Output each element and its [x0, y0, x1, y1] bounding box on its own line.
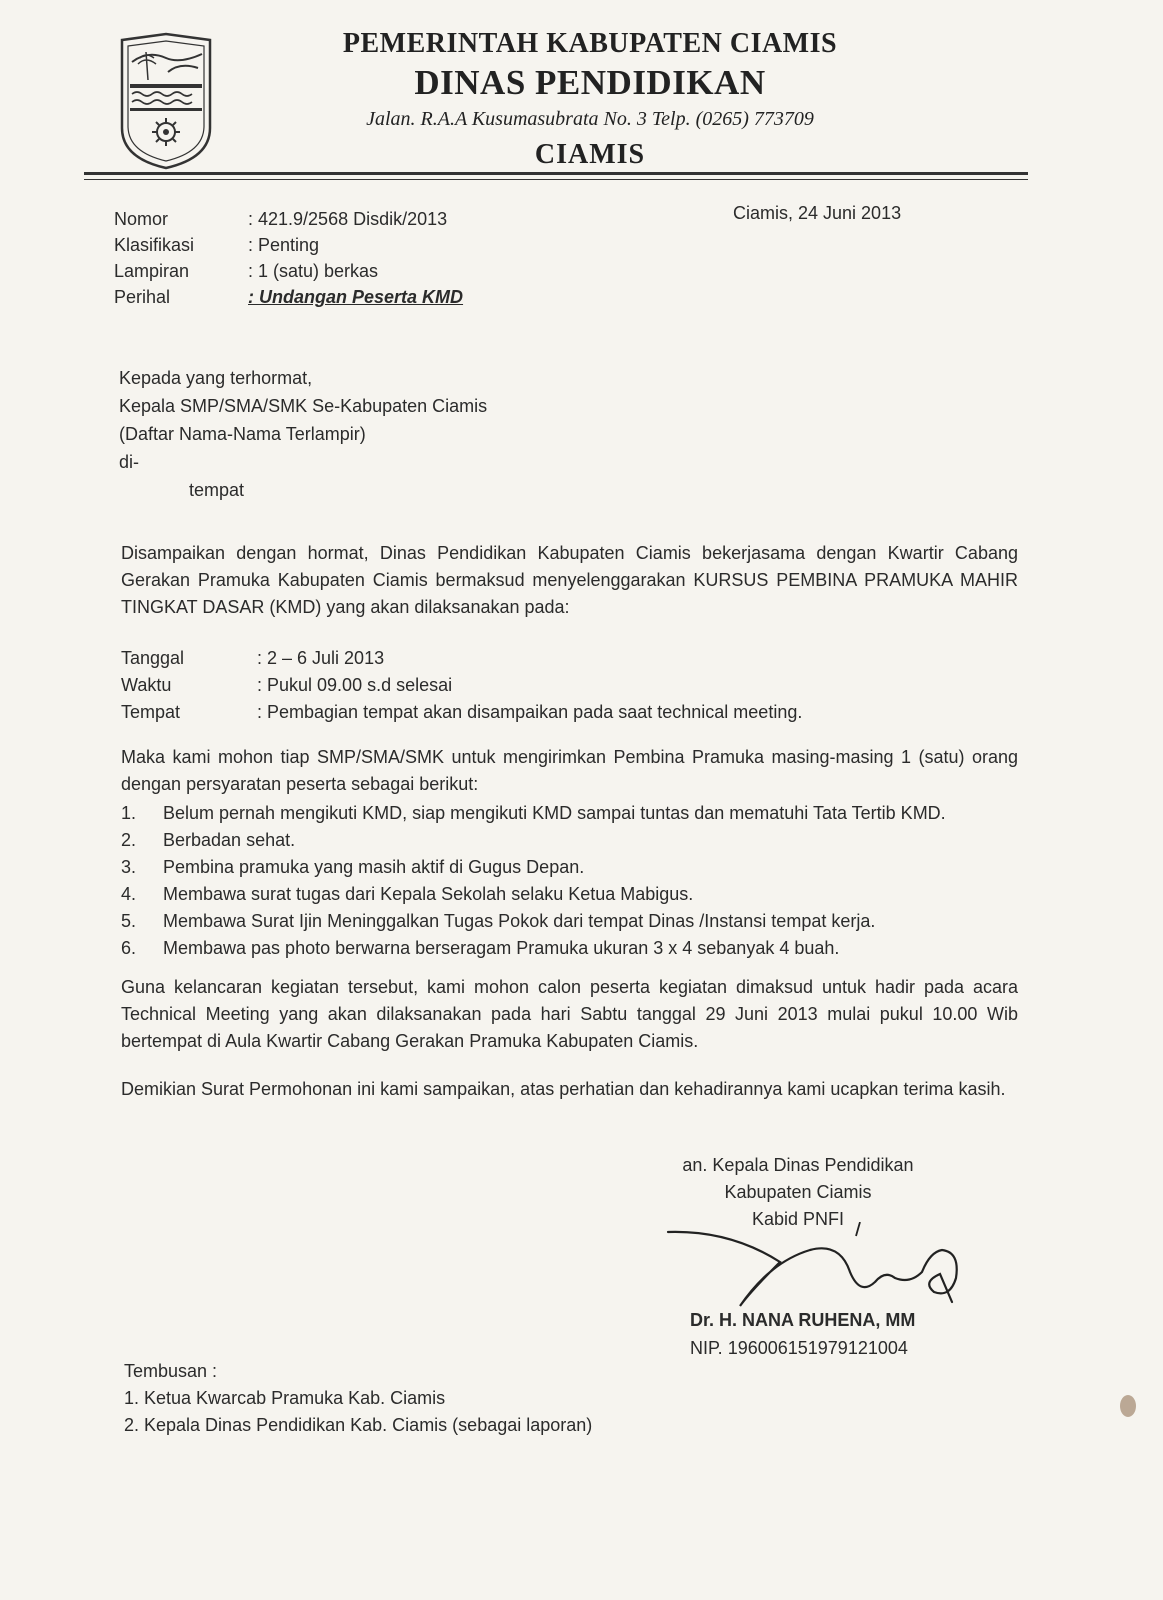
agency-city: CIAMIS: [534, 139, 646, 170]
list-number: 6.: [121, 938, 137, 958]
agency-address: Jalan. R.A.A Kusumasubrata No. 3 Telp. (0265) 773709: [366, 108, 814, 130]
meta-label: Nomor: [114, 209, 169, 229]
list-item: [121, 854, 946, 881]
list-item: [121, 800, 946, 827]
list-number: 3.: [121, 857, 137, 877]
list-number: 1.: [121, 803, 137, 823]
list-text: Membawa Surat Ijin Meninggalkan Tugas Pokok dari tempat Dinas /Instansi tempat kerja.: [163, 911, 876, 931]
list-item: [121, 827, 946, 854]
recipient-line: tempat: [189, 480, 245, 500]
meta-row: [114, 284, 463, 310]
body-paragraph: Guna kelancaran kegiatan tersebut, kami mohon calon peserta kegiatan dimaksud untuk hadir pada acara Technical Meeting yang akan dilaksanakan pada hari Sabtu tanggal 29 Juni 2013 mulai pukul 10.00 Wib bertempat di Aula Kwartir Cabang Gerakan Pramuka Kabupaten Ciamis.: [121, 977, 1018, 1051]
closing-paragraph: Demikian Surat Permohonan ini kami sampaikan, atas perhatian dan kehadirannya kami ucapkan terima kasih.: [121, 1079, 1006, 1099]
list-text: Belum pernah mengikuti KMD, siap mengikuti KMD sampai tuntas dan mematuhi Tata Tertib KMD.: [163, 803, 946, 823]
requirements-list: [121, 800, 946, 962]
recipient-line: Kepada yang terhormat,: [119, 368, 313, 388]
letterhead-rule-thick: [84, 172, 1028, 175]
recipient-line: di-: [119, 452, 140, 472]
list-number: 4.: [121, 884, 137, 904]
list-text: Membawa surat tugas dari Kepala Sekolah selaku Ketua Mabigus.: [163, 884, 694, 904]
signer-name: Dr. H. NANA RUHENA, MM: [690, 1310, 916, 1330]
meta-value: : 421.9/2568 Disdik/2013: [248, 209, 448, 229]
body-paragraph: Maka kami mohon tiap SMP/SMA/SMK untuk mengirimkan Pembina Pramuka masing-masing 1 (satu) orang dengan persyaratan peserta sebagai berikut:: [121, 747, 1018, 794]
meta-label: Perihal: [114, 287, 171, 307]
list-item: [121, 908, 946, 935]
meta-value: : 1 (satu) berkas: [248, 261, 379, 281]
paper-stain: [1120, 1395, 1136, 1417]
list-text: Membawa pas photo berwarna berseragam Pramuka ukuran 3 x 4 sebanyak 4 buah.: [163, 938, 840, 958]
list-text: Berbadan sehat.: [163, 830, 296, 850]
regency-crest-icon: [118, 32, 214, 170]
list-number: 5.: [121, 911, 137, 931]
signer-block: [690, 1306, 915, 1362]
government-name: PEMERINTAH KABUPATEN CIAMIS: [342, 28, 838, 59]
meta-label: Lampiran: [114, 261, 190, 281]
schedule-value: : 2 – 6 Juli 2013: [257, 648, 385, 668]
agency-name: DINAS PENDIDIKAN: [414, 63, 766, 102]
list-number: 2.: [121, 830, 137, 850]
list-item: [121, 935, 946, 962]
cc-title: Tembusan :: [124, 1361, 218, 1381]
signatory-title: Kabupaten Ciamis: [724, 1182, 872, 1202]
signatory-title: an. Kepala Dinas Pendidikan: [682, 1155, 914, 1175]
schedule-row: [121, 645, 802, 672]
schedule-label: Tempat: [121, 702, 181, 722]
recipient-line: Kepala SMP/SMA/SMK Se-Kabupaten Ciamis: [119, 396, 488, 416]
place-date: Ciamis, 24 Juni 2013: [733, 203, 902, 223]
schedule-row: [121, 699, 802, 726]
recipient-line: (Daftar Nama-Nama Terlampir): [119, 424, 366, 444]
letterhead-rule-thin: [84, 179, 1028, 180]
cc-block: [124, 1358, 592, 1439]
schedule-label: Tanggal: [121, 648, 185, 668]
list-text: Pembina pramuka yang masih aktif di Gugus Depan.: [163, 857, 585, 877]
meta-value: : Penting: [248, 235, 320, 255]
meta-row: [114, 258, 463, 284]
schedule-block: [121, 645, 802, 726]
schedule-label: Waktu: [121, 675, 172, 695]
meta-label: Klasifikasi: [114, 235, 195, 255]
schedule-row: [121, 672, 802, 699]
subject-value: : Undangan Peserta KMD: [248, 287, 464, 307]
cc-item: 1. Ketua Kwarcab Pramuka Kab. Ciamis: [124, 1388, 446, 1408]
signature-block: [658, 1152, 938, 1233]
cc-item: 2. Kepala Dinas Pendidikan Kab. Ciamis (sebagai laporan): [124, 1415, 593, 1435]
recipient-block: [119, 364, 487, 504]
signatory-title: Kabid PNFI: [751, 1209, 845, 1229]
schedule-value: : Pembagian tempat akan disampaikan pada saat technical meeting.: [257, 702, 803, 722]
schedule-value: : Pukul 09.00 s.d selesai: [257, 675, 453, 695]
letter-meta: [114, 206, 463, 310]
list-item: [121, 881, 946, 908]
body-paragraph: Disampaikan dengan hormat, Dinas Pendidikan Kabupaten Ciamis bekerjasama dengan Kwartir Cabang Gerakan Pramuka Kabupaten Ciamis bermaksud menyelenggarakan KURSUS PEMBINA PRAMUKA MAHIR TINGKAT DASAR (KMD) yang akan dilaksanakan pada:: [121, 543, 1018, 617]
meta-row: [114, 206, 463, 232]
letterhead: [250, 26, 930, 176]
signer-nip: NIP. 196006151979121004: [690, 1338, 908, 1358]
meta-row: [114, 232, 463, 258]
